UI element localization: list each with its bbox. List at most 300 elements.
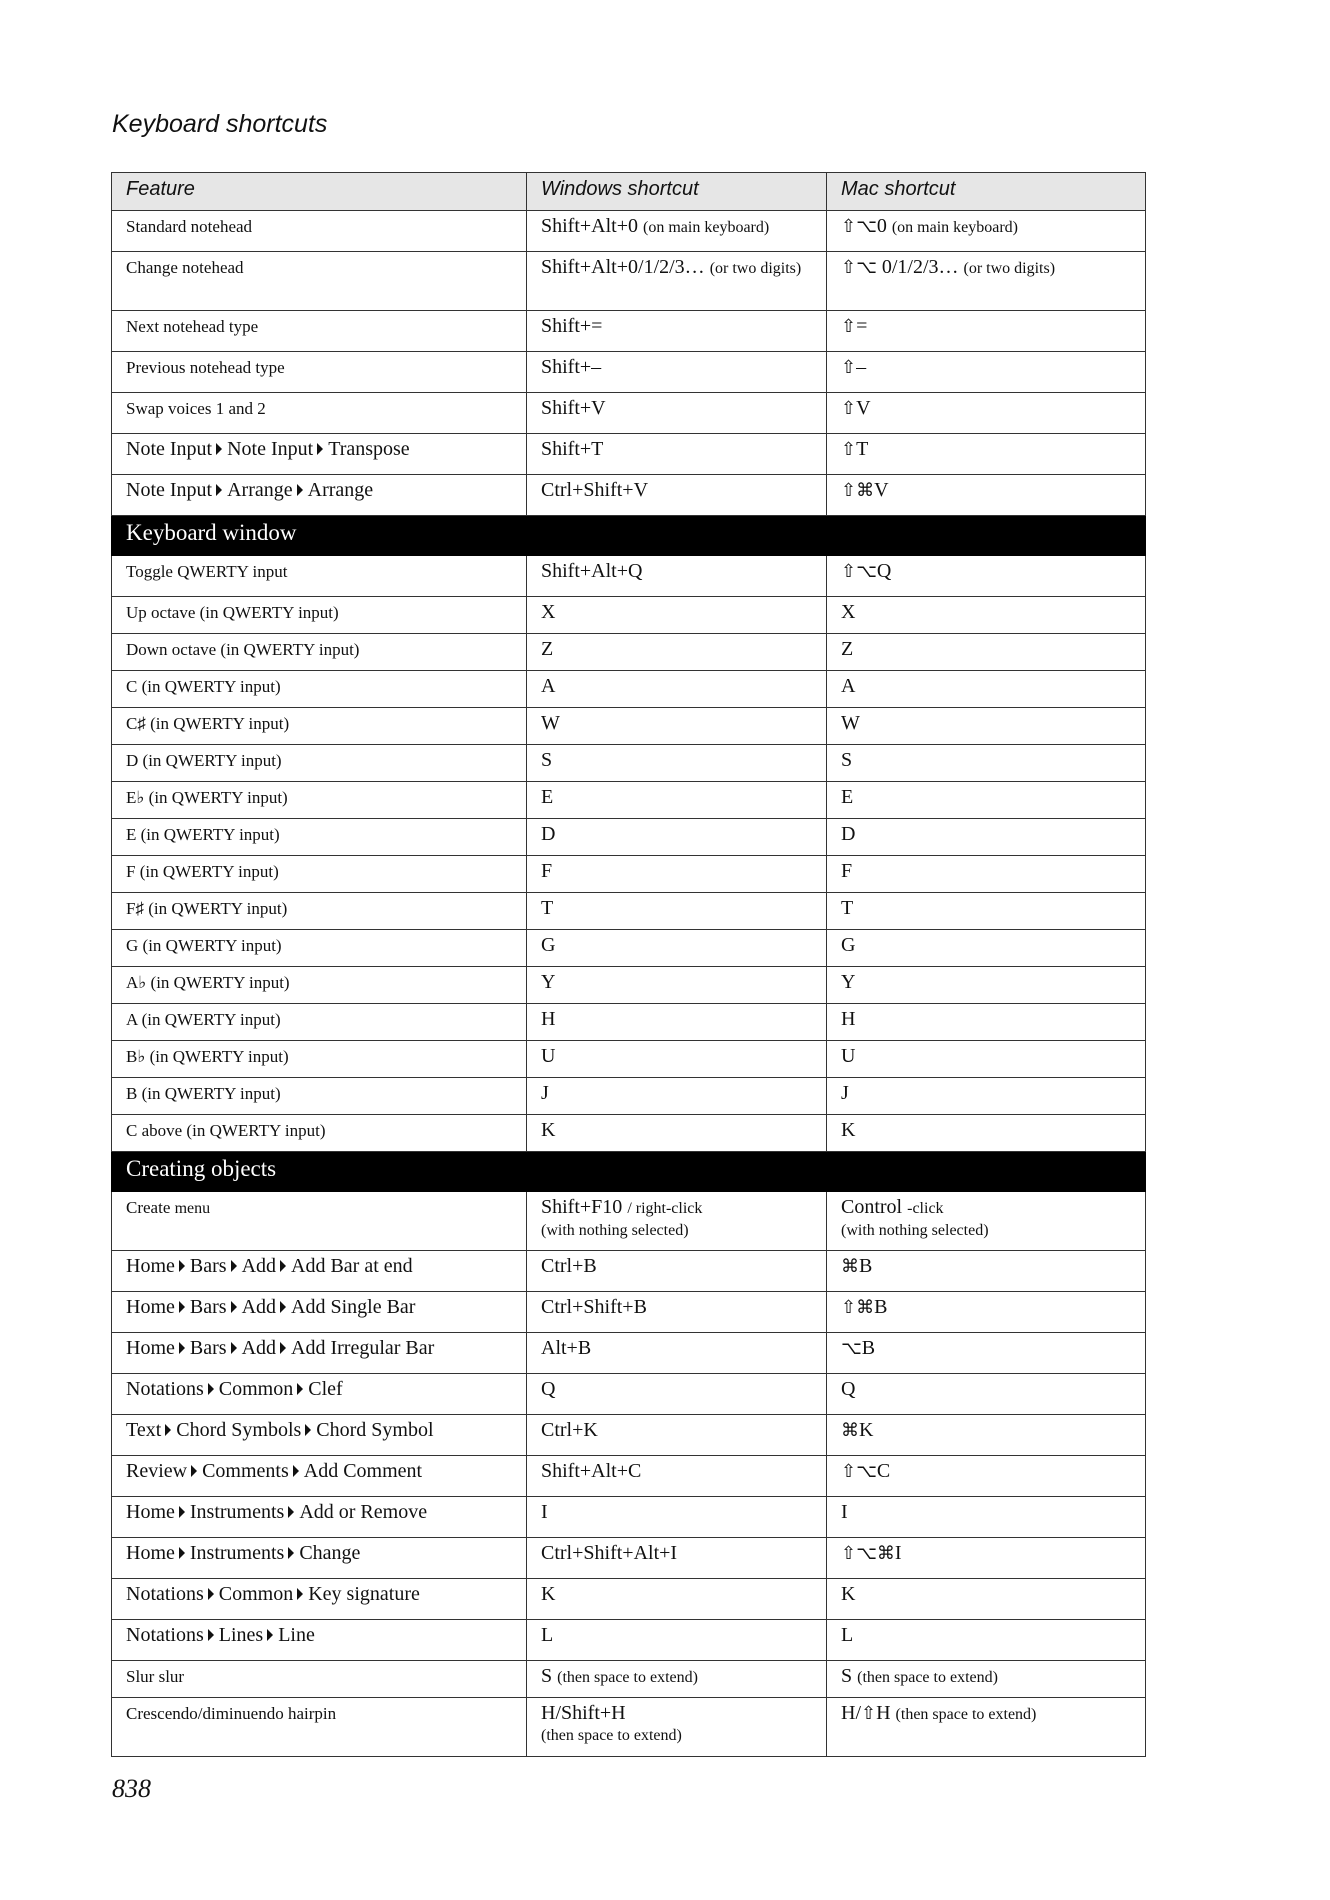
win-key: T (541, 897, 554, 919)
mac-key: – (856, 356, 867, 378)
feature-label: B♭ (in QWERTY input) (126, 1047, 289, 1066)
windows-shortcut-cell (527, 967, 827, 1004)
menu-path-segment: Arrange (227, 479, 293, 501)
feature-label: G (in QWERTY input) (126, 936, 282, 955)
menu-arrow-icon (208, 1629, 214, 1641)
windows-shortcut-cell (527, 1292, 827, 1333)
feature-label: E♭ (in QWERTY input) (126, 788, 288, 807)
mac-key: E (841, 786, 854, 808)
windows-shortcut-cell (527, 1620, 827, 1661)
mac-shortcut-cell (827, 1333, 1146, 1374)
feature-cell (112, 556, 527, 597)
win-key: Ctrl+K (541, 1419, 598, 1441)
mac-key: T (841, 897, 854, 919)
menu-arrow-icon (280, 1260, 286, 1272)
table-row (112, 1004, 1146, 1041)
table-row (112, 819, 1146, 856)
feature-cell (112, 782, 527, 819)
section-header-keyboard-window (112, 516, 1146, 556)
menu-arrow-icon (231, 1301, 237, 1313)
feature-cell (112, 671, 527, 708)
feature-cell (112, 211, 527, 252)
table-row (112, 211, 1146, 252)
mac-note: (or two digits) (963, 260, 1056, 277)
menu-arrow-icon (288, 1547, 294, 1559)
win-key: Shift+F10 (541, 1196, 623, 1218)
mac-shortcut-cell (827, 597, 1146, 634)
mac-shortcut-cell (827, 393, 1146, 434)
win-key: G (541, 934, 556, 956)
mac-key: I (841, 1501, 848, 1523)
menu-arrow-icon (179, 1301, 185, 1313)
windows-shortcut-cell (527, 1497, 827, 1538)
menu-path-segment: Notations (126, 1378, 204, 1400)
feature-label: A♭ (in QWERTY input) (126, 973, 290, 992)
feature-cell (112, 1698, 527, 1757)
mac-shortcut-cell (827, 1251, 1146, 1292)
feature-cell (112, 1620, 527, 1661)
menu-path-segment: Notations (126, 1583, 204, 1605)
table-row (112, 1192, 1146, 1251)
mac-shortcut-cell (827, 311, 1146, 352)
windows-shortcut-cell (527, 745, 827, 782)
mac-shortcut-cell (827, 1698, 1146, 1757)
menu-arrow-icon (267, 1629, 273, 1641)
menu-path-segment: Instruments (189, 1542, 285, 1564)
menu-arrow-icon (297, 1588, 303, 1600)
mac-key: T (856, 438, 869, 460)
menu-path-segment: Home (126, 1542, 175, 1564)
menu-path-segment: Home (126, 1337, 175, 1359)
menu-path-segment: Add (241, 1296, 277, 1318)
windows-shortcut-cell (527, 1078, 827, 1115)
win-key: Z (541, 638, 554, 660)
mac-key: Q (841, 1378, 856, 1400)
table-row (112, 708, 1146, 745)
menu-arrow-icon (280, 1301, 286, 1313)
win-key: Q (541, 1378, 556, 1400)
mac-key: A (841, 675, 856, 697)
table-row (112, 475, 1146, 516)
mac-modifier-icon: ⇧⌥ (841, 1461, 877, 1482)
windows-shortcut-cell (527, 556, 827, 597)
win-key: J (541, 1082, 549, 1104)
feature-cell (112, 967, 527, 1004)
win-key: S (541, 1665, 553, 1687)
feature-label: Change notehead (126, 258, 244, 277)
win-key: F (541, 860, 553, 882)
windows-shortcut-cell (527, 311, 827, 352)
menu-path-segment: Arrange (307, 479, 374, 501)
table-row (112, 1333, 1146, 1374)
feature-cell (112, 1456, 527, 1497)
windows-shortcut-cell (527, 634, 827, 671)
mac-modifier-icon: ⇧ (841, 316, 857, 337)
mac-shortcut-cell (827, 352, 1146, 393)
mac-modifier-icon: ⇧⌥⌘ (841, 1543, 895, 1564)
feature-label: Slur slur (126, 1667, 185, 1686)
win-key: Ctrl+Shift+V (541, 479, 649, 501)
feature-cell (112, 1374, 527, 1415)
feature-cell (112, 252, 527, 311)
feature-cell (112, 597, 527, 634)
table-row (112, 1456, 1146, 1497)
menu-path-segment: Chord Symbol (316, 1419, 434, 1441)
table-row (112, 393, 1146, 434)
windows-shortcut-cell (527, 1661, 827, 1698)
win-key: Shift+– (541, 356, 602, 378)
table-row (112, 1041, 1146, 1078)
menu-path-segment: Add (241, 1337, 277, 1359)
menu-path-segment: Notations (126, 1624, 204, 1646)
mac-key: B (874, 1296, 888, 1318)
win-key: X (541, 601, 556, 623)
table-row (112, 1374, 1146, 1415)
header-windows: Windows shortcut (527, 173, 827, 211)
menu-path-segment: Add Comment (303, 1460, 423, 1482)
feature-cell (112, 1115, 527, 1152)
feature-cell (112, 1538, 527, 1579)
menu-path-segment: Common (218, 1378, 294, 1400)
menu-path-segment: Instruments (189, 1501, 285, 1523)
menu-arrow-icon (179, 1547, 185, 1559)
feature-label: Down octave (in QWERTY input) (126, 640, 360, 659)
mac-shortcut-cell (827, 708, 1146, 745)
windows-shortcut-cell (527, 930, 827, 967)
feature-label: Up octave (in QWERTY input) (126, 603, 339, 622)
table-row (112, 1078, 1146, 1115)
win-key: Alt+B (541, 1337, 592, 1359)
mac-shortcut-cell (827, 1497, 1146, 1538)
windows-shortcut-cell (527, 352, 827, 393)
windows-shortcut-cell (527, 1415, 827, 1456)
mac-key: = (856, 315, 868, 337)
menu-arrow-icon (208, 1383, 214, 1395)
section-title: Creating objects (112, 1152, 1146, 1192)
menu-path-segment: Note Input (126, 479, 213, 501)
mac-shortcut-cell (827, 819, 1146, 856)
menu-arrow-icon (288, 1506, 294, 1518)
win-key: K (541, 1583, 556, 1605)
mac-key: G (841, 934, 856, 956)
feature-label: Create (126, 1198, 171, 1217)
table-row (112, 856, 1146, 893)
mac-key: 0/1/2/3… (876, 256, 959, 278)
mac-key: Control (841, 1196, 903, 1218)
menu-path-segment: Note Input (126, 438, 213, 460)
menu-arrow-icon (231, 1342, 237, 1354)
feature-label: Previous notehead type (126, 358, 285, 377)
table-row (112, 252, 1146, 311)
mac-modifier-icon: ⇧⌥ (841, 257, 877, 278)
shortcuts-table (111, 172, 1146, 1757)
windows-shortcut-cell (527, 1192, 827, 1251)
mac-key: D (841, 823, 856, 845)
menu-path-segment: Home (126, 1296, 175, 1318)
mac-key: K (859, 1419, 874, 1441)
menu-path-segment: Bars (189, 1255, 227, 1277)
mac-key: V (874, 479, 889, 501)
windows-shortcut-cell (527, 1698, 827, 1757)
table-row (112, 634, 1146, 671)
table-row (112, 352, 1146, 393)
win-key: Shift+Alt+Q (541, 560, 643, 582)
table-row (112, 782, 1146, 819)
feature-cell (112, 1292, 527, 1333)
windows-shortcut-cell (527, 1579, 827, 1620)
mac-note-line2: (with nothing selected) (841, 1222, 989, 1239)
mac-modifier-icon: ⇧⌘ (841, 480, 875, 501)
feature-label: F♯ (in QWERTY input) (126, 899, 288, 918)
win-key: W (541, 712, 560, 734)
header-mac: Mac shortcut (827, 173, 1146, 211)
table-row (112, 1497, 1146, 1538)
windows-shortcut-cell (527, 1456, 827, 1497)
mac-shortcut-cell (827, 930, 1146, 967)
mac-shortcut-cell (827, 556, 1146, 597)
feature-label: Next notehead type (126, 317, 259, 336)
mac-shortcut-cell (827, 1292, 1146, 1333)
mac-key: J (841, 1082, 849, 1104)
menu-arrow-icon (216, 443, 222, 455)
feature-cell (112, 1004, 527, 1041)
windows-shortcut-cell (527, 1374, 827, 1415)
mac-key: W (841, 712, 860, 734)
mac-note: (then space to extend) (895, 1706, 1037, 1723)
feature-cell (112, 434, 527, 475)
mac-shortcut-cell (827, 1192, 1146, 1251)
feature-cell (112, 393, 527, 434)
win-key: A (541, 675, 556, 697)
mac-key: Y (841, 971, 856, 993)
windows-shortcut-cell (527, 252, 827, 311)
mac-shortcut-cell (827, 782, 1146, 819)
windows-shortcut-cell (527, 671, 827, 708)
mac-modifier-icon: ⇧ (841, 357, 857, 378)
win-key: Ctrl+Shift+B (541, 1296, 647, 1318)
win-note: / right-click (627, 1200, 703, 1217)
table-row (112, 967, 1146, 1004)
feature-label: C above (in QWERTY input) (126, 1121, 326, 1140)
mac-key: B (859, 1255, 873, 1277)
feature-cell (112, 1192, 527, 1251)
feature-cell (112, 1661, 527, 1698)
feature-label: Crescendo/diminuendo hairpin (126, 1704, 337, 1723)
mac-modifier-icon: ⌘ (841, 1256, 859, 1277)
mac-modifier-icon: ⇧⌘ (841, 1297, 875, 1318)
table-row (112, 434, 1146, 475)
menu-path-segment: Bars (189, 1296, 227, 1318)
mac-shortcut-cell (827, 1004, 1146, 1041)
feature-label: Toggle QWERTY input (126, 562, 288, 581)
mac-key: L (841, 1624, 854, 1646)
table-row (112, 1698, 1146, 1757)
win-key: Shift+= (541, 315, 603, 337)
mac-shortcut-cell (827, 671, 1146, 708)
windows-shortcut-cell (527, 434, 827, 475)
table-row (112, 930, 1146, 967)
table-row (112, 1579, 1146, 1620)
mac-shortcut-cell (827, 1620, 1146, 1661)
feature-cell (112, 352, 527, 393)
mac-modifier-icon: ⇧ (841, 439, 857, 460)
windows-shortcut-cell (527, 1115, 827, 1152)
menu-path-segment: Clef (308, 1378, 343, 1400)
menu-arrow-icon (297, 1383, 303, 1395)
menu-path-segment: Note Input (227, 438, 314, 460)
mac-key: S (841, 749, 853, 771)
table-row (112, 671, 1146, 708)
menu-arrow-icon (165, 1424, 171, 1436)
menu-path-segment: Add Bar at end (291, 1255, 413, 1277)
mac-key: X (841, 601, 856, 623)
table-header-row (112, 173, 1146, 211)
mac-modifier-icon: ⇧ (861, 1703, 877, 1724)
feature-cell (112, 634, 527, 671)
mac-note: (then space to extend) (857, 1669, 998, 1686)
mac-shortcut-cell (827, 856, 1146, 893)
mac-key: S (841, 1665, 853, 1687)
windows-shortcut-cell (527, 819, 827, 856)
windows-shortcut-cell (527, 1333, 827, 1374)
menu-path-segment: Common (218, 1583, 294, 1605)
windows-shortcut-cell (527, 475, 827, 516)
mac-shortcut-cell (827, 1078, 1146, 1115)
menu-arrow-icon (280, 1342, 286, 1354)
menu-path-segment: Add Irregular Bar (291, 1337, 435, 1359)
table-row (112, 597, 1146, 634)
win-note: (on main keyboard) (643, 219, 770, 236)
mac-note: (on main keyboard) (891, 219, 1019, 236)
win-note: (then space to extend) (557, 1669, 698, 1686)
mac-modifier-icon: ⌥ (841, 1338, 862, 1359)
win-key: S (541, 749, 553, 771)
mac-shortcut-cell (827, 1661, 1146, 1698)
menu-arrow-icon (297, 484, 303, 496)
windows-shortcut-cell (527, 393, 827, 434)
mac-key: U (841, 1045, 856, 1067)
menu-path-segment: Transpose (328, 438, 410, 460)
feature-label: D (in QWERTY input) (126, 751, 282, 770)
windows-shortcut-cell (527, 1251, 827, 1292)
mac-key: 0 (876, 215, 887, 237)
menu-path-segment: Bars (189, 1337, 227, 1359)
windows-shortcut-cell (527, 1041, 827, 1078)
feature-cell (112, 930, 527, 967)
mac-key: H (841, 1008, 856, 1030)
win-key: I (541, 1501, 548, 1523)
menu-arrow-icon (293, 1465, 299, 1477)
mac-modifier-icon: ⇧⌥ (841, 216, 877, 237)
menu-arrow-icon (208, 1588, 214, 1600)
menu-path-segment: Home (126, 1255, 175, 1277)
page-number: 838 (112, 1774, 151, 1803)
feature-cell (112, 819, 527, 856)
mac-key: Z (841, 638, 854, 660)
win-key: Shift+Alt+0/1/2/3… (541, 256, 705, 278)
menu-arrow-icon (179, 1506, 185, 1518)
menu-path-segment: Key signature (308, 1583, 420, 1605)
table-row (112, 1415, 1146, 1456)
table-row (112, 1538, 1146, 1579)
win-key: D (541, 823, 556, 845)
mac-prefix: H/ (841, 1702, 861, 1724)
table-row (112, 745, 1146, 782)
feature-label: A (in QWERTY input) (126, 1010, 281, 1029)
feature-label: C (in QWERTY input) (126, 677, 281, 696)
feature-label: E (in QWERTY input) (126, 825, 280, 844)
table-body (112, 211, 1146, 1757)
mac-shortcut-cell (827, 211, 1146, 252)
mac-key: K (841, 1119, 856, 1141)
windows-shortcut-cell (527, 1004, 827, 1041)
win-key: Ctrl+Shift+Alt+I (541, 1542, 678, 1564)
menu-path-segment: Add Single Bar (291, 1296, 416, 1318)
menu-arrow-icon (179, 1342, 185, 1354)
menu-arrow-icon (317, 443, 323, 455)
mac-shortcut-cell (827, 475, 1146, 516)
feature-cell (112, 1041, 527, 1078)
win-note: (or two digits) (709, 260, 802, 277)
mac-shortcut-cell (827, 1415, 1146, 1456)
feature-cell (112, 1333, 527, 1374)
page-title: Keyboard shortcuts (112, 110, 328, 138)
menu-arrow-icon (305, 1424, 311, 1436)
mac-shortcut-cell (827, 634, 1146, 671)
windows-shortcut-cell (527, 856, 827, 893)
table-row (112, 1115, 1146, 1152)
mac-shortcut-cell (827, 1579, 1146, 1620)
feature-cell (112, 1078, 527, 1115)
win-key: H/Shift+H (541, 1702, 626, 1724)
win-key: H (541, 1008, 556, 1030)
menu-path-segment: Add or Remove (299, 1501, 428, 1523)
mac-key: Q (876, 560, 892, 582)
feature-cell (112, 893, 527, 930)
win-key: Ctrl+B (541, 1255, 597, 1277)
windows-shortcut-cell (527, 893, 827, 930)
feature-cell (112, 475, 527, 516)
mac-shortcut-cell (827, 1456, 1146, 1497)
win-note-line2: (with nothing selected) (541, 1222, 689, 1239)
win-note-line2: (then space to extend) (541, 1727, 682, 1744)
mac-key: H (876, 1702, 891, 1724)
feature-label: Standard notehead (126, 217, 253, 236)
menu-path-segment: Comments (202, 1460, 289, 1482)
mac-key: V (856, 397, 871, 419)
table-row (112, 1251, 1146, 1292)
feature-cell (112, 1415, 527, 1456)
win-key: Shift+V (541, 397, 606, 419)
feature-cell (112, 745, 527, 782)
menu-arrow-icon (191, 1465, 197, 1477)
windows-shortcut-cell (527, 1538, 827, 1579)
table-row (112, 1661, 1146, 1698)
mac-shortcut-cell (827, 434, 1146, 475)
section-header-creating-objects (112, 1152, 1146, 1192)
feature-cell (112, 708, 527, 745)
mac-shortcut-cell (827, 967, 1146, 1004)
win-key: Shift+T (541, 438, 604, 460)
menu-path-segment: Add (241, 1255, 277, 1277)
table-row (112, 1620, 1146, 1661)
mac-note: -click (907, 1200, 944, 1217)
win-key: K (541, 1119, 556, 1141)
header-feature: Feature (112, 173, 527, 211)
mac-shortcut-cell (827, 1374, 1146, 1415)
mac-key: F (841, 860, 853, 882)
windows-shortcut-cell (527, 782, 827, 819)
